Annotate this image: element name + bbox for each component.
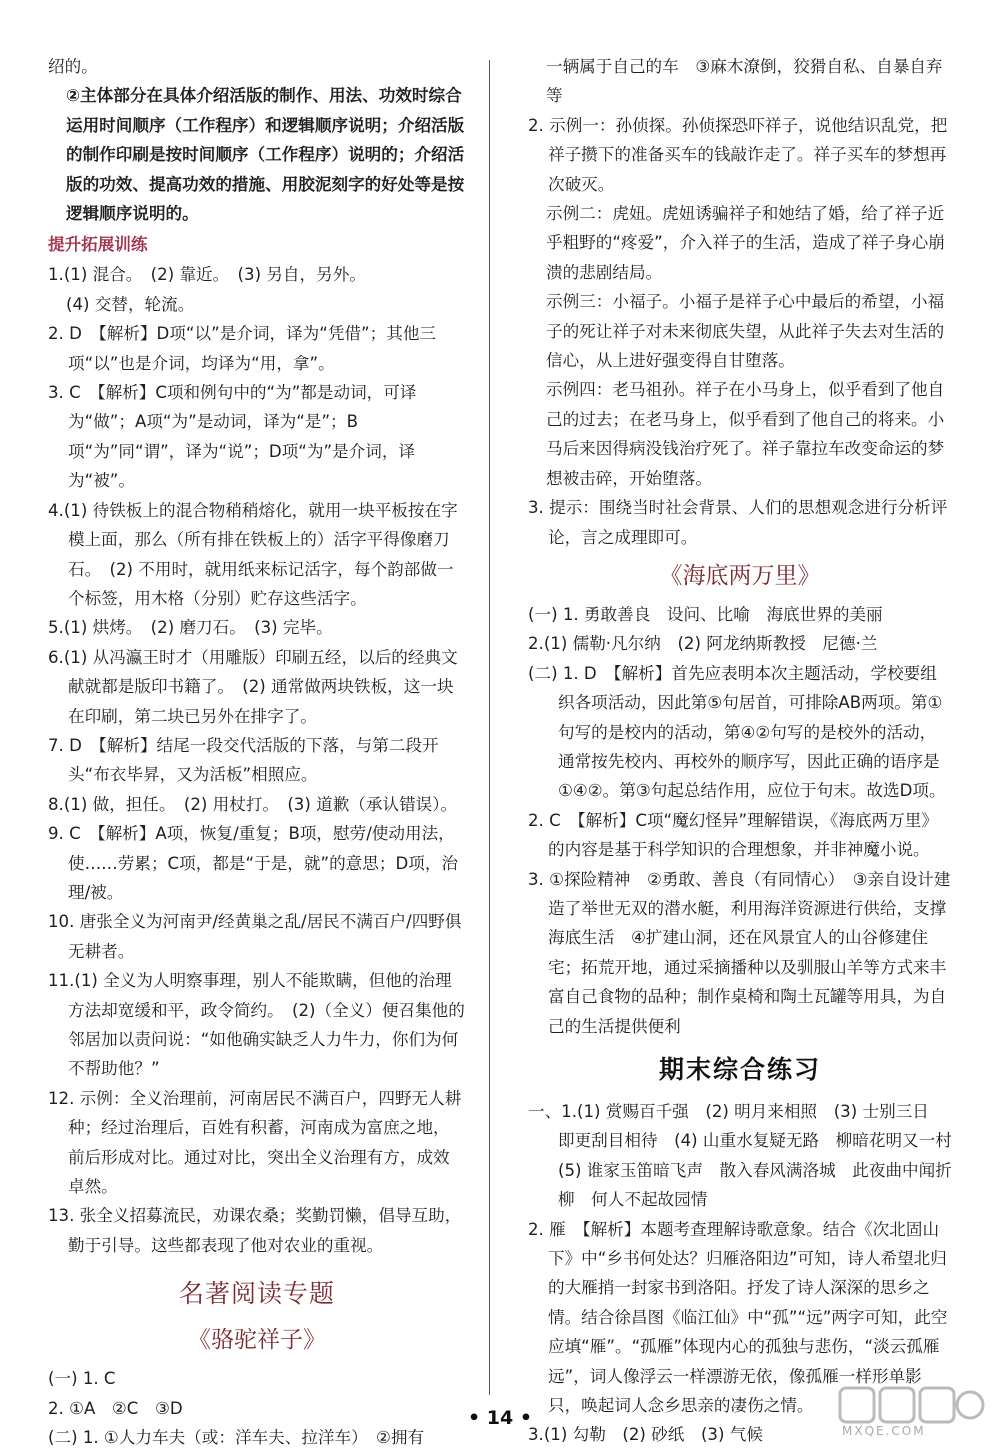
answer-4: 4.(1) 待铁板上的混合物稍稍熔化，就用一块平板按在字模上面，那么（所有排在铁板上的）活字平得像磨刀石。 (2) 不用时，就用纸来标记活字，每个韵部做一个标签，用木格（分别）贮存这些活字。	[48, 500, 458, 608]
answer-1: 1.(1) 混合。 (2) 靠近。 (3) 另自，另外。	[48, 265, 366, 285]
answer-10: 10. 唐张全义为河南尹/经黄巢之乱/居民不满百户/四野俱无耕者。	[48, 912, 462, 961]
book1-answer-4: 2. 示例一：孙侦探。孙侦探恐吓祥子，说他结识乱党，把祥子攒下的准备买车的钱敲诈走了。祥子买车的梦想再次破灭。	[528, 115, 948, 194]
paragraph-explanation: ②主体部分在具体介绍活版的制作、用法、功效时综合运用时间顺序（工作程序）和逻辑顺序说明；介绍活版的制作印刷是按时间顺序（工作程序）说明的；介绍活版的功效、提高功效的措施、用胶泥刻字的好处等是按逻辑顺序说明的。	[66, 86, 465, 224]
title-classics-reading: 名著阅读专题	[178, 1279, 335, 1309]
watermark-logo-icon	[836, 1384, 986, 1428]
answer-13: 13. 张全义招募流民，劝课农桑；奖勤罚懒，倡导互助，勤于引导。这些都表现了他对农业的重视。	[48, 1206, 462, 1255]
book1-answer-5: 3. 提示：围绕当时社会背景、人们的思想观念进行分析评论，言之成理即可。	[528, 498, 948, 547]
book2-answer-4: 2. C 【解析】C项“魔幻怪异”理解错误，《海底两万里》的内容是基于科学知识的合理想象，并非神魔小说。	[528, 810, 938, 860]
answer-7: 7. D 【解析】结尾一段交代活版的下落，与第二段开头“布衣毕昇，又为活板”相照应。	[48, 735, 439, 785]
answer-3: 3. C 【解析】C项和例句中的“为”都是动词，可译为“做”；A项“为”是动词，译为“是”；B项“为”同“谓”，译为“说”；D项“为”是介词，译为“被”。	[48, 383, 417, 491]
book1-example-3: 示例三：小福子。小福子是祥子心中最后的希望，小福子的死让祥子对未来彻底失望，从此祥子失去对生活的信心，从上进好强变得自甘堕落。	[546, 292, 945, 371]
answer-1-part4: (4) 交替，轮流。	[66, 294, 195, 314]
book2-answer-5: 3. ①探险精神 ②勇敢、善良（有同情心） ③亲自设计建造了举世无双的潜水艇，利用海洋资源进行供给，支撑海底生活 ④扩建山洞，还在风景宜人的山谷修建住宅；拓荒开地，通过采摘播种以及驯服山羊等方式来丰富自己食物的品种；制作桌椅和陶土瓦罐等用具，为自己的生活提供便利	[528, 869, 951, 1036]
answer-8: 8.(1) 做，担任。 (2) 用杖打。 (3) 道歉（承认错误）。	[48, 794, 458, 814]
answer-2: 2. D 【解析】D项“以”是介词，译为“凭借”；其他三项“以”也是介词，均译为“用，拿”。	[48, 324, 437, 373]
watermark-logo	[836, 1384, 986, 1446]
book1-answer-3-cont: 一辆属于自己的车 ③麻木潦倒，狡猾自私、自暴自弃等	[546, 57, 943, 106]
right-column	[528, 52, 969, 1450]
title-final-exercise: 期末综合练习	[658, 1055, 821, 1084]
final-answer-1: 一、1.(1) 赏赐百千强 (2) 明月来相照 (3) 士别三日 即更刮目相待 (4) 山重水复疑无路 柳暗花明又一村 (5) 谁家玉笛暗飞声 散入春风满洛城 此夜曲中闻折柳 何人不起故园情	[528, 1102, 969, 1210]
column-divider	[489, 60, 490, 1395]
book1-answer-1: (一) 1. C	[48, 1369, 116, 1389]
answer-9: 9. C 【解析】A项，恢复/重复；B项，慰劳/使动用法，使……劳累；C项，都是“于是，就”的意思；D项，治理/被。	[48, 824, 459, 902]
book1-example-4: 示例四：老马祖孙。祥子在小马身上，似乎看到了他自己的过去；在老马身上，似乎看到了他自己的将来。小马后来因得病没钱治疗死了。祥子靠拉车改变命运的梦想被击碎，开始堕落。	[546, 380, 945, 488]
book1-example-2: 示例二：虎妞。虎妞诱骗祥子和她结了婚，给了祥子近乎粗野的“疼爱”，介入祥子的生活，造成了祥子身心崩溃的悲剧结局。	[546, 204, 945, 282]
answer-5: 5.(1) 烘烤。 (2) 磨刀石。 (3) 完毕。	[48, 618, 333, 638]
watermark-text: MXQE.COM	[842, 1424, 926, 1438]
title-twenty-thousand-leagues: 《海底两万里》	[659, 562, 821, 589]
page-number: • 14 •	[468, 1407, 532, 1429]
section-heading-extension: 提升拓展训练	[48, 235, 148, 255]
book2-answer-1: (一) 1. 勇敢善良 设问、比喻 海底世界的美丽	[528, 604, 883, 624]
answer-11: 11.(1) 全义为人明察事理，别人不能欺瞒，但他的治理方法却宽缓和平，政令简约。 (2)（全义）便召集他的邻居加以责问说：“如他确实缺乏人力牛力，你们为何不帮助他？”	[48, 971, 465, 1079]
left-column	[48, 52, 466, 1452]
book1-answer-3: (二) 1. ①人力车夫（或：洋车夫、拉洋车） ②拥有	[48, 1428, 425, 1448]
title-camel-xiangzi: 《骆驼祥子》	[188, 1327, 326, 1354]
answer-6: 6.(1) 从冯瀛王时才（用雕版）印刷五经，以后的经典文献就都是版印书籍了。 (2) 通常做两块铁板，这一块在印刷，第二块已另外在排字了。	[48, 647, 458, 726]
continued-text: 绍的。	[48, 57, 98, 76]
answer-12: 12. 示例：全义治理前，河南居民不满百户，四野无人耕种；经过治理后，百姓有积蓄，河南成为富庶之地，前后形成对比。通过对比，突出全义治理有方，成效卓然。	[48, 1088, 462, 1197]
final-answer-3: 3.(1) 勾勒 (2) 砂纸 (3) 气候	[528, 1425, 763, 1445]
book2-answer-3: (二) 1. D 【解析】首先应表明本次主题活动，学校要组织各项活动，因此第⑤句居首，可排除AB两项。第①句写的是校内的活动，第④②句写的是校外的活动，通常按先校内、再校外的顺序写，因此正确的语序是①④②。第③句起总结作用，应位于句末。故选D项。	[528, 663, 946, 801]
final-answer-2: 2. 雁 【解析】本题考查理解诗歌意象。结合《次北固山下》中“乡书何处达？归雁洛阳边”可知，诗人希望北归的大雁捎一封家书到洛阳。抒发了诗人深深的思乡之情。结合徐昌图《临江仙》中“孤”“远”两字可知，此空应填“雁”。“孤雁”体现内心的孤独与悲伤，“淡云孤雁远”，词人像浮云一样漂游无依，像孤雁一样形单影只，唤起词人念乡思亲的凄伤之情。	[528, 1219, 948, 1416]
book1-answer-2: 2. ①A ②C ③D	[48, 1398, 183, 1418]
book2-answer-2: 2.(1) 儒勒·凡尔纳 (2) 阿龙纳斯教授 尼德·兰	[528, 634, 878, 654]
